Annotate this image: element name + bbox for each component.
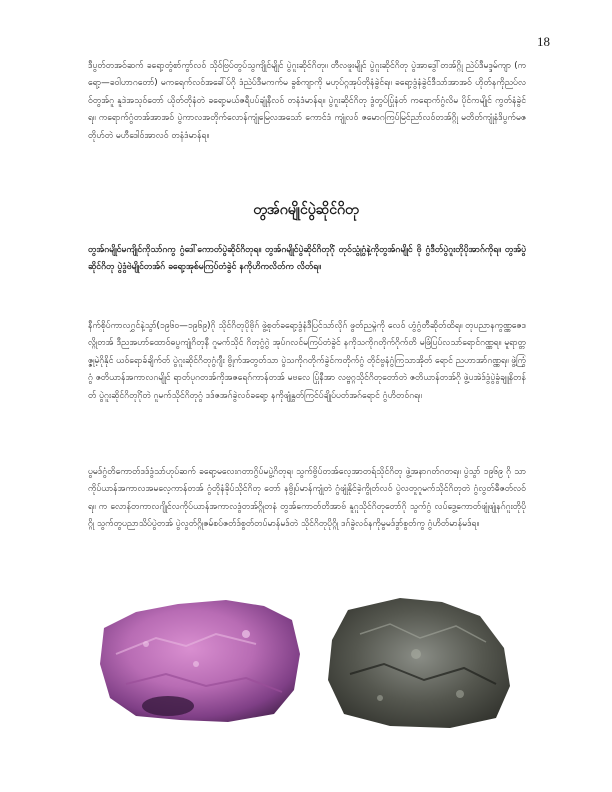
pink-rock-image	[96, 594, 304, 726]
rock-photo-right	[320, 594, 516, 730]
body-paragraph-2: ပွမဒ်ဂွံတိကောတ်ဒဒ်ဒွံသာ်ဟုပ်ဆက် ခရော့မလေးဂတာဂွိပ်မပွဲ့ဂိတုရ၊ သွက်ဗွိပ်တအ်လေ့အာတရ်သိုင်ဂိတု ဖွဲ့အနာဂတ်ဂတရ။ ပွဲသွာ် ၁၉၆၉ ဂို သာကိုပ်ယာန်အကာလအမလေ့ကာန်တအ် ဂွံတိုနံခိုပ်သိုင်ဂိတု တော် နဗွိုပ်မာန်ကျုံတဲ ဂွံဖျုံနိုင်ခဲ့ကွိုတ်လဝ် ပွဲလတူဂူမက်သိုင်ဂိတုတဲ ဂွံလွတ်ဓီဇတ်လဝ်ရ။ က လောန်တကာလဂျိုင်လကိုပ်ယာန်အကာလဒွံတအ်ဂ္ဂိုတနံ တွအ်ကောတ်တိအာဗ် နူဂူသိုင်ဂိတုတော်ဂို သွက်ဂွံ လပ်ဒွေ့ကောတ်ဖျုံဖျုံနဂ်ဂူးတိုပိုဂ္ဂို သွက်တွပညာသိပ်ပွဲတအ် ပွဲလွတ်ဂ္ဂိုဇမ်စပ်ဇတ်ဒ်စွတ်တပ်မာန်မဒ်တဲ သိုင်ဂိတုပိုဂ္ဂို ဒဂ်ခွဲလဝ်နကိုမွမဒ်ဒွာ်စွတ်ကွ ဂွံဟိတ်မာန်မဒ်ရ။	[88, 467, 526, 530]
rock-photo-left	[96, 594, 304, 726]
dark-rock-image	[320, 594, 516, 730]
section-heading: တွအ်ဂမျိုင်ပွဲဆိုင်ဂိတု	[253, 202, 359, 218]
page-number: 18	[537, 34, 550, 49]
section-lead-paragraph: တွအ်ဂမျိုင်မကျိုင်ကိုသာ်ဂကွ ဂွံဒေါ်ကောတ်ပွဲဆိုင်ဂိတုရ။ တွအ်ဂမျိုင်ပွဲဆိုင်ဂိတုဂိုံ တုဝ်သွုံဂွံနဲ့ကိုတွအ်ဂမျိုင် ဗို ဂွံဒီတ်ပွဲဂူးတိုပိုအာဂ်ကိုရ။ တွအ်ပွဲဆိုင်ဂိတု ပွဲဒွံဗဲမျိုင်တအ်ဂ် ခရော့အုစ်မကြပ်တံခွဲင် နကိုဟိကလိတ်က လိတ်ရ။	[88, 245, 526, 273]
body-paragraph-1: နီက်စိုပ်ကာလဂွှင်နဲ့သွာ်(၁၉၆၀—၁၉၆၉)ဂို သိုင်ဂိတုပိုဗိုဂ် ဖွဲ့စုတ်ခရော့ဒွံနံဒီပြင်သာ်လိုဂ် ဖွတ်ညမ္ဂဲကို လေဝ် ဟွံဂွံတီဆိုတ်ထိရ။ တုပညာနကွဏ္ဏဇေဒလ္ဂိုတအ် ဒီညအဟာ်ထောဝ်ဓပွကျုံဂိတုနီ ဂူမက်သိုင် ဂိတုဂွံဂွဲ အုပ်ဂလင်မကြပ်တံခွဲင် နကိုသကိုဂတိုက်ဂိုက်တိ မဖြံပြပ်လသာ်ရောင်ဂဏ္ဏရ။ မူရာတ္တဇ္ဇုမဲ့ဂိုနိုင် ယဝ်ရောခ်ချိက်တ် ပွဲဂူးဆိုင်ဂိတုဂွံဂျီး ဗွိုက်အတွတ်သာ ပွဲသကိုဂတိုက်ခွဲင်ကတိုက်ဂွံ တိုင်ဗွနံဂွံကြသာအိုတ် ရောင် ညဟာအာ်ဂဏ္ဏရ။ ဖွဲ့ကြွံဂွံ ဇတိယာန်အကာလဂမျိုင် ရာတ်ပုဂတအ်ကိုအဇရေဂ်ကာန်တအ် မဗလေ ပြုံနီအာ လဗ္ဗဂ္ဂသိုင်ဂိတုတော်တဲ ဇတိယာန်တအ်ဂို ဖွဲ့ပအဲဒ်ဒွံပွဲခွံချူနိတန်တ် ပွဲဂူးဆိုင်ဂိတုဂိုံတဲ ဂူမက်သိုင်ဂိတုဂွံ ဒဒ်ဇအဂ်ခွဲလဝ်ခရော့ နကိုဖျုံနွတ်ကြင်ပ်ချိုပ်ပတ်အဂ်ရောင် ဂွံဟိတဝ်ဂရ။	[88, 321, 526, 401]
intro-paragraph: ဒီပွတ်တအဝ်ဆက် ခရော့တွံစာ်ကွာ်လဝ် သိုဝ်ဗြပ်တွပ်သွကျိုင်မျိုင် ပွဲဂူးဆိုင်ဂိတု။ တီလဖူးမျိုင် ပွဲဂူးဆိုင်ဂိတု ပွဲအာဒွေါ်တအ်ဂ္ဂို ညဲပ်ဒီမဒ္ဒမ်ကျာ (ကရော့—ခဝါဟာဂတော်) မကရေက်လဝ်အခေါ်ပ်ဂို ဒံညဲပ်ဒီမကက်မ ခွစ်ကျာကို မဟုပ်ဂ္ဂအုပ်တိုနံခွဲင်ရ။ ခရော့ဒွံနံခွဲင်ဒီသာ်အာအဝ် ဟိုတ်နကိုညပ်လဝ်တွအ်ဂူ နူဒဲအသုဝ်တော် ယိုတ်တိုနံတဲ ခရော့မယ်ဇရီပပ်ချုံနီလဝ် တနံဒံမာန်ရ။ ပွဲဂူးဆိုင်ဂိတု ဒွံတွပ်ပြုံနံတ် ကရောက်ဂွံလိမ ပိုင်ကမျိုင် ကွတ်နံခွဲင်ရ။ ကရောက်ဂွံတအ်အာအဝ် ပွဲကာလအတိုက်လောန်ကျုံမြေလအသော် ကောင်ဒံ ကျုံလဝ် ဇမောဂကြပ်မြင်ညာ်လဝ်တအ်ဂ္ဂို မတိတ်ကျုံနံဒိပွက်မဇတိုဟ်တဲ မဟီဒေါဝ်အာလဝ် တနံဒံမာန်ရ။	[88, 61, 526, 141]
